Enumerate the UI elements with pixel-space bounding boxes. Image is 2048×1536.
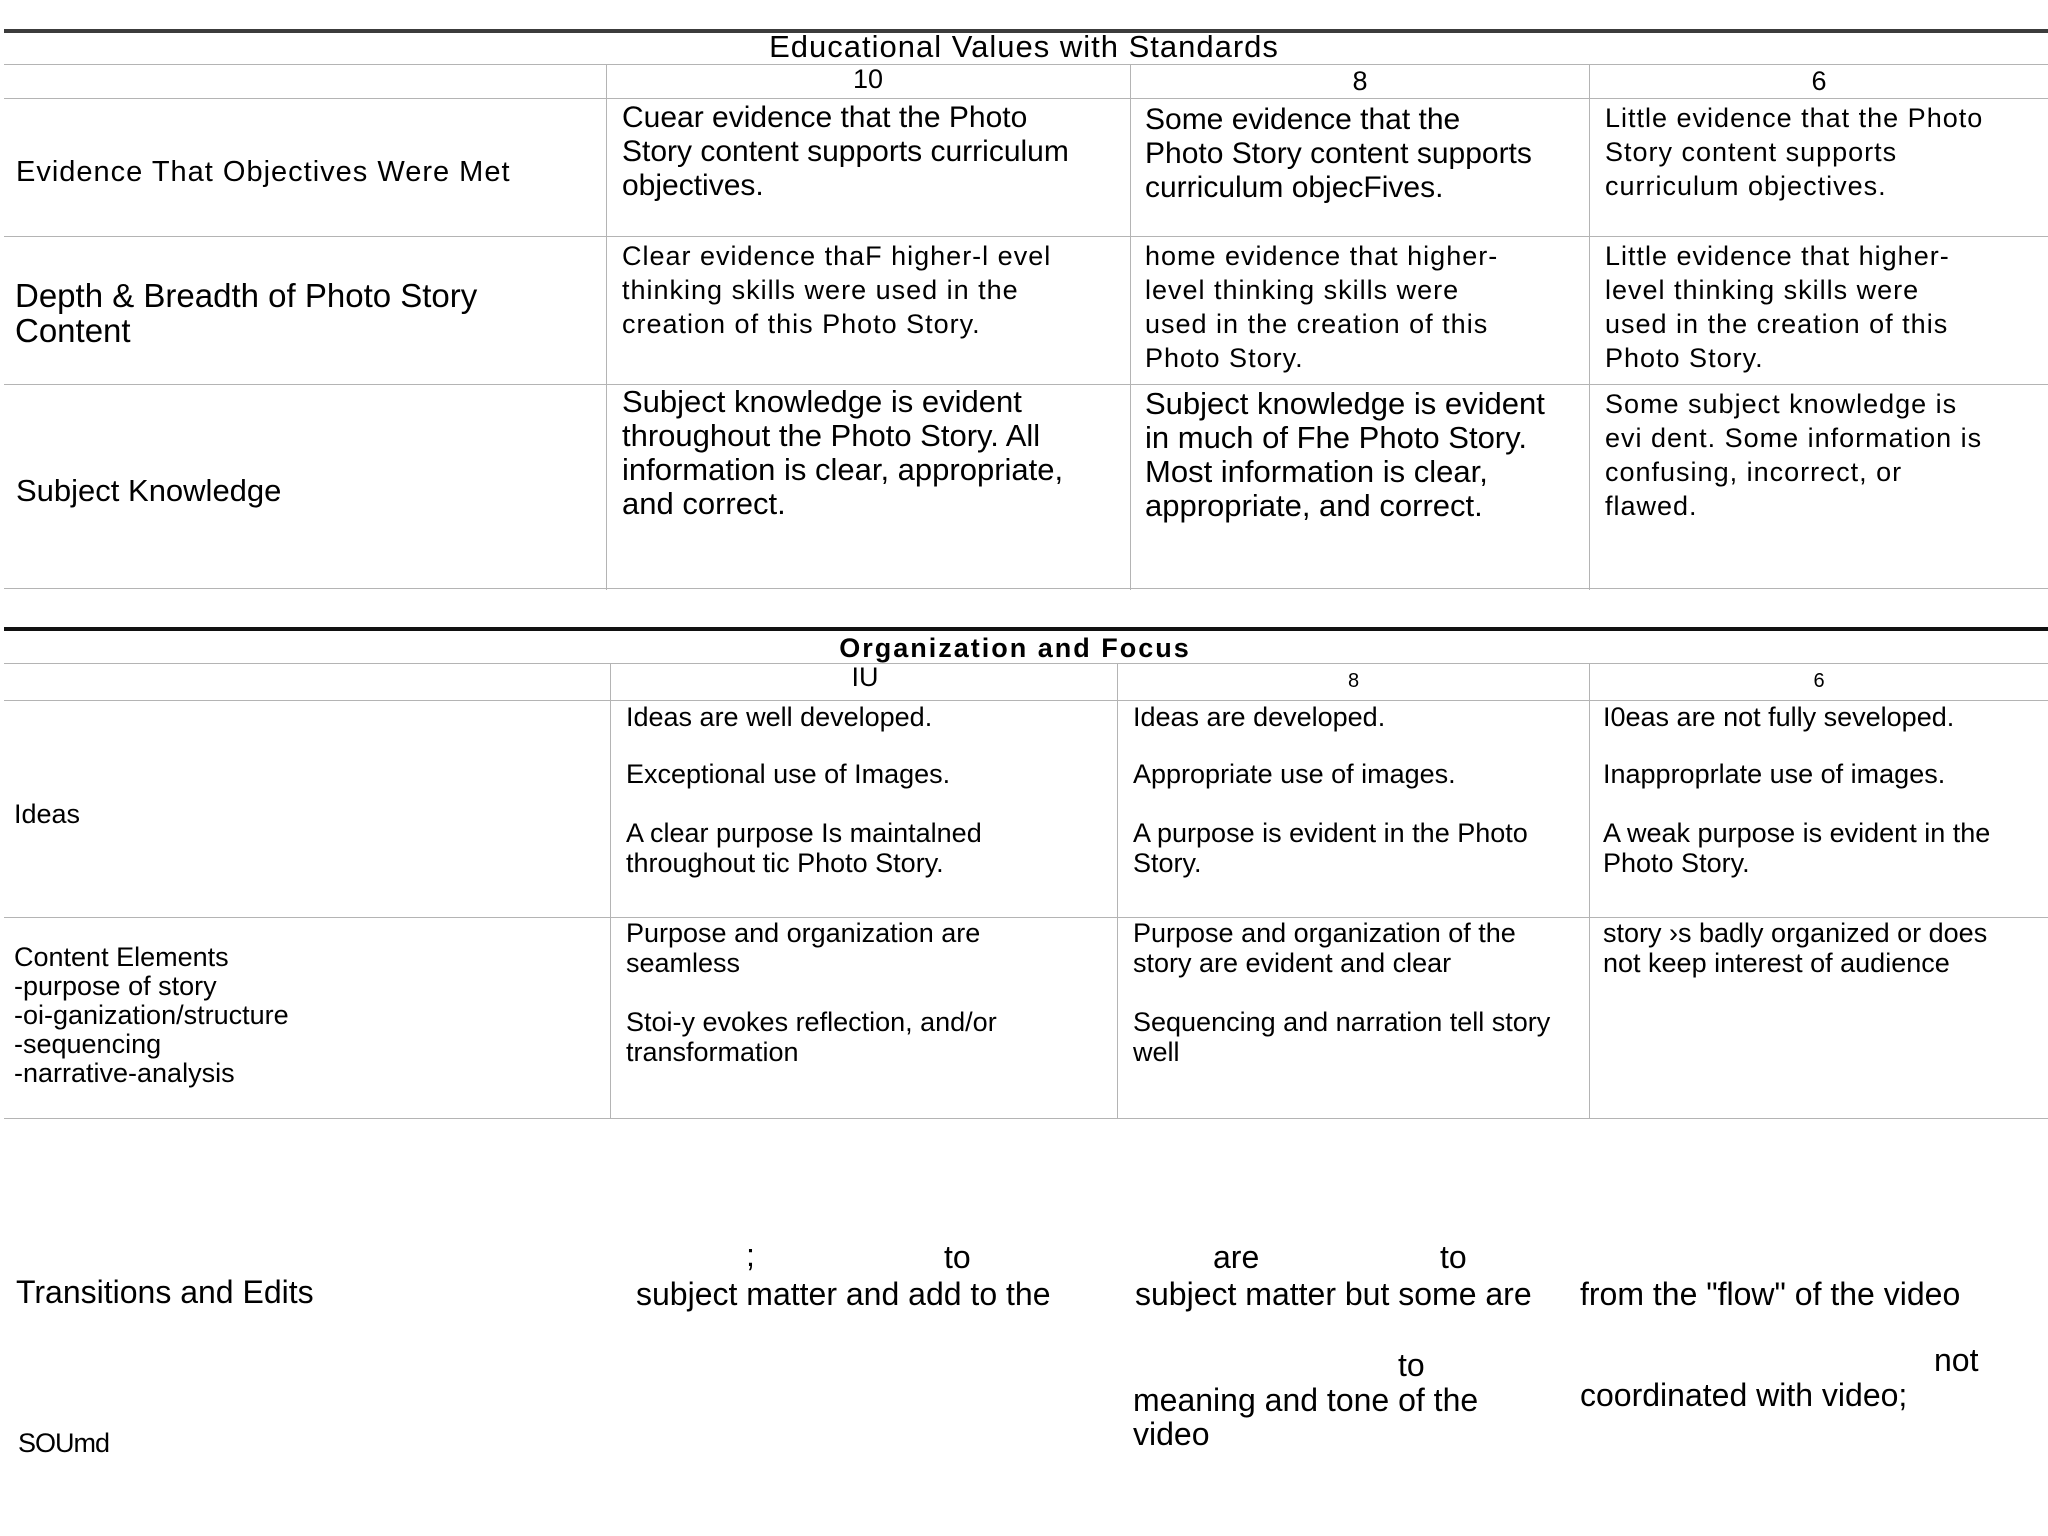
rubric-cell: A weak purpose is evident in the Photo Story. — [1603, 818, 1991, 878]
rubric-cell: Ideas are developed. — [1133, 702, 1386, 732]
row-divider — [4, 98, 2048, 99]
rubric-cell: Little evidence that higher- level thinking skills were used in the creation of this Photo Story. — [1605, 241, 1950, 373]
rubric-cell: Appropriate use of images. — [1133, 759, 1456, 789]
section-title: Organization and Focus — [839, 633, 1191, 663]
table-bottom-border — [4, 588, 2048, 589]
rubric-cell: Subject knowledge is evident in much of Fhe Photo Story. Most information is clear, appropriate, and correct. — [1145, 386, 1545, 523]
rubric-cell: Inapproprlate use of images. — [1603, 759, 1946, 789]
rubric-cell: A clear purpose Is maintalned throughout tic Photo Story. — [626, 818, 982, 878]
score-header-8: 8 — [1347, 670, 1360, 692]
rubric-cell: Exceptional use of Images. — [626, 759, 951, 789]
column-divider — [1130, 64, 1131, 590]
rubric-cell: Cuear evidence that the Photo Story content supports curriculum objectives. — [622, 101, 1069, 202]
column-divider — [1589, 663, 1590, 1119]
rubric-cell: Ideas are well developed. — [626, 702, 933, 732]
column-divider — [610, 663, 611, 1119]
rubric-cell: Subject knowledge is evident throughout the Photo Story. All information is clear, appropriate, and correct. — [622, 384, 1064, 521]
rubric-cell: Sequencing and narration tell story well — [1133, 1007, 1551, 1067]
text-fragment: meaning and tone of the video — [1133, 1382, 1479, 1452]
row-label-content-elements: Content Elements -purpose of story -oi-ganization/structure -sequencing -narrative-analysis — [14, 942, 289, 1088]
rubric-cell: Purpose and organization are seamless — [626, 918, 981, 978]
row-label-sound: SOUmd — [18, 1428, 110, 1458]
score-header-6: 6 — [1813, 670, 1825, 692]
score-header-8: 8 — [1352, 66, 1368, 96]
row-divider — [4, 236, 2048, 237]
table-bottom-border — [4, 1118, 2048, 1119]
rubric-cell: story ›s badly organized or does not keep interest of audience — [1603, 918, 1988, 978]
text-fragment: ; — [746, 1237, 755, 1273]
row-label-depth-breadth: Depth & Breadth of Photo Story Content — [15, 277, 478, 349]
rubric-cell: Some evidence that the Photo Story content supports curriculum objecFives. — [1145, 103, 1532, 204]
text-fragment: to — [1440, 1239, 1467, 1275]
row-label-subject-knowledge: Subject Knowledge — [16, 473, 282, 508]
text-fragment: subject matter and add to the — [636, 1276, 1051, 1312]
rubric-cell: I0eas are not fully seveloped. — [1603, 702, 1955, 732]
rubric-cell: Little evidence that the Photo Story content supports curriculum objectives. — [1605, 103, 1984, 201]
score-header-6: 6 — [1811, 66, 1827, 96]
row-label-objectives: Evidence That Objectives Were Met — [16, 156, 511, 188]
rubric-cell: Purpose and organization of the story are evident and clear — [1133, 918, 1516, 978]
column-divider — [1589, 64, 1590, 590]
rubric-cell: Stoi-y evokes reflection, and/or transformation — [626, 1007, 997, 1067]
row-label-ideas: Ideas — [14, 799, 81, 829]
rubric-cell: A purpose is evident in the Photo Story. — [1133, 818, 1528, 878]
section-title: Educational Values with Standards — [769, 29, 1279, 64]
text-fragment: from the "flow" of the video — [1580, 1276, 1961, 1312]
text-fragment: coordinated with video; — [1580, 1377, 1908, 1413]
score-header-10: 10 — [852, 64, 884, 94]
score-header-10: IU — [851, 662, 879, 692]
text-fragment: are — [1213, 1239, 1260, 1275]
row-label-transitions: Transitions and Edits — [16, 1274, 314, 1310]
rubric-cell: Some subject knowledge is evi dent. Some information is confusing, incorrect, or flawed. — [1605, 389, 1983, 521]
column-divider — [1117, 663, 1118, 1119]
row-divider — [4, 700, 2048, 701]
text-fragment: to — [944, 1239, 971, 1275]
text-fragment: not — [1934, 1342, 1979, 1378]
text-fragment: subject matter but some are — [1135, 1276, 1532, 1312]
column-divider — [606, 64, 607, 590]
rubric-cell: Clear evidence thaF higher-l evel thinking skills were used in the creation of this Photo Story. — [622, 241, 1052, 339]
text-fragment: to — [1398, 1347, 1425, 1383]
rubric-cell: home evidence that higher- level thinking skills were used in the creation of this Photo Story. — [1145, 241, 1499, 373]
